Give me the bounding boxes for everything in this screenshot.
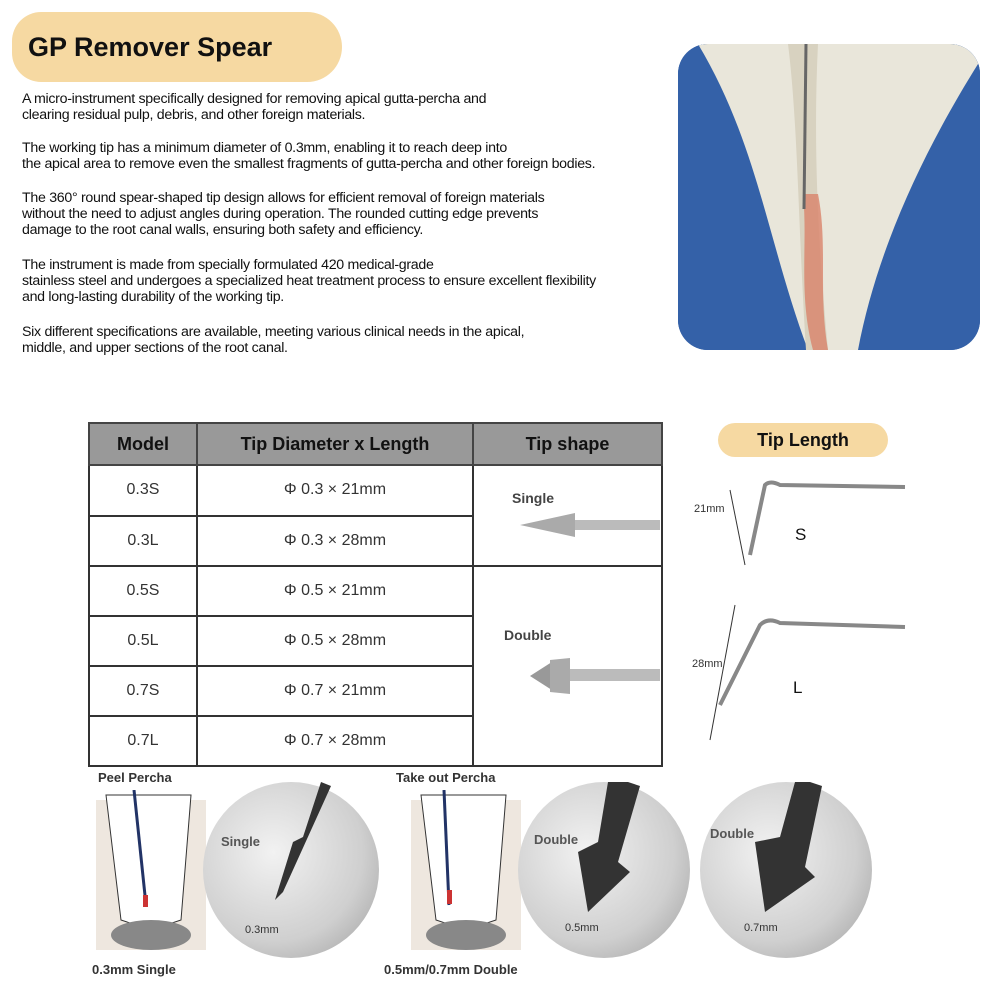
double-tip-closeup-05 [518,782,690,958]
model-cell: 0.5S [89,566,197,616]
tip-size-cell: Φ 0.5 × 28mm [197,616,473,666]
spec-table [88,422,663,767]
model-cell: 0.7S [89,666,197,716]
l-length-label: 28mm [692,658,723,670]
tip-size-cell: Φ 0.3 × 21mm [197,465,473,516]
paragraph-line: and long-lasting durability of the working tip. [22,289,284,305]
l-label: L [793,678,803,697]
table-row [89,465,662,516]
tip-size-cell: Φ 0.3 × 28mm [197,516,473,567]
paragraph-line: clearing residual pulp, debris, and other foreign materials. [22,107,366,123]
single-label: Single [221,834,261,849]
dim-0-5: 0.5mm [565,922,599,934]
paragraph-line: A micro-instrument specifically designed for removing apical gutta-percha and [22,91,487,107]
single-caption: 0.3mm Single [92,962,176,977]
paragraph [22,257,596,305]
take-out-percha-label: Take out Percha [396,770,496,785]
shape-label: Double [504,627,552,643]
title-banner [12,12,342,82]
paragraph-line: The instrument is made from specially formulated 420 medical-grade [22,257,434,273]
paragraph [22,140,595,172]
table-row [89,566,662,616]
paragraph-line: The 360° round spear-shaped tip design allows for efficient removal of foreign materials [22,190,545,206]
tooth-diagram-take [411,790,521,950]
double-label-07: Double [710,826,755,841]
model-cell: 0.3S [89,465,197,516]
paragraph-line: Six different specifications are available, meeting various clinical needs in the apical, [22,324,525,340]
tip-size-cell: Φ 0.7 × 28mm [197,716,473,766]
paragraph-line: without the need to adjust angles during operation. The rounded cutting edge prevents [22,206,539,222]
clinical-photo [678,44,980,350]
paragraph [22,91,486,123]
model-cell: 0.3L [89,516,197,567]
double-tip-icon [475,568,660,756]
tip-length-title: Tip Length [718,423,888,457]
single-shape-cell [473,465,662,566]
double-label-05: Double [534,832,579,847]
single-tip-icon [475,467,660,559]
paragraph [22,324,524,356]
paragraph-line: The working tip has a minimum diameter of 0.3mm, enabling it to reach deep into [22,140,507,156]
paragraph [22,190,544,238]
paragraph-line: the apical area to remove even the smallest fragments of gutta-percha and other foreign bodies. [22,156,596,172]
s-label: S [795,525,807,544]
header-tip-shape: Tip shape [473,423,662,465]
model-cell: 0.7L [89,716,197,766]
dim-0-3: 0.3mm [245,924,279,936]
header-model: Model [89,423,197,465]
s-length-label: 21mm [694,503,725,515]
header-tip-diameter: Tip Diameter x Length [197,423,473,465]
tip-size-cell: Φ 0.7 × 21mm [197,666,473,716]
dim-0-7: 0.7mm [744,922,778,934]
peel-percha-label: Peel Percha [98,770,172,785]
paragraph-line: stainless steel and undergoes a specialized heat treatment process to ensure excellent flexibility [22,273,596,289]
page-title: GP Remover Spear [28,31,273,62]
tip-size-cell: Φ 0.5 × 21mm [197,566,473,616]
paragraph-line: damage to the root canal walls, ensuring both safety and efficiency. [22,222,424,238]
single-tip-closeup [203,782,379,958]
tooth-diagram-peel [96,790,206,950]
shape-label: Single [512,490,555,506]
paragraph-line: middle, and upper sections of the root canal. [22,340,288,356]
model-cell: 0.5L [89,616,197,666]
double-tip-closeup-07 [700,782,872,958]
double-caption: 0.5mm/0.7mm Double [384,962,518,977]
double-shape-cell [473,566,662,766]
tooth-photo-illustration [678,44,980,350]
